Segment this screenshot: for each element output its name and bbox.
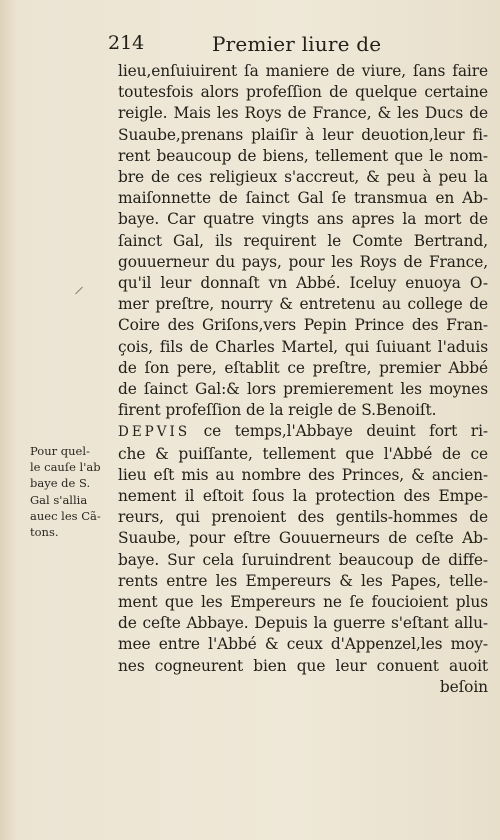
drop-word: DEPVIS [118,424,191,441]
text-line: qu'il leur donnaſt vn Abbé. Iceluy enuoya O- [118,274,488,293]
text-line: baye. Sur cela ſuruindrent beaucoup de diffe- [118,550,488,569]
text-line: mer preſtre, nourry & entretenu au college de [118,295,488,314]
text-line: baye. Car quatre vingts ans apres la mort de [118,210,488,229]
catchword: beſoin [439,677,488,696]
text-line: lieu eſt mis au nombre des Princes, & ancien- [118,465,488,484]
text-line: de ceſte Abbaye. Depuis la guerre s'eſtant allu- [118,614,488,633]
text-line: maiſonnette de ſainct Gal ſe transmua en Ab- [118,189,488,208]
opening-line-rest: ce temps,l'Abbaye deuint fort ri- [190,422,488,441]
running-title: Premier liure de [212,32,382,56]
page-header [108,32,488,58]
text-line: rents entre les Empereurs & les Papes, telle- [118,571,488,590]
text-line: de ſon pere, eſtablit ce preſtre, premier Abbé [118,358,488,377]
text-line: rent beaucoup de biens, tellement que le nom- [118,146,488,165]
text-line: che & puiſſante, tellement que l'Abbé de ce [118,444,488,463]
text-line: çois, fils de Charles Martel, qui ſuiuant l'aduis [118,337,488,356]
text-line: gouuerneur du pays, pour les Roys de France, [118,252,488,271]
text-line: firent profeſſion de la reigle de S.Benoiſt. [118,401,437,420]
text-line: lieu,enſuiuirent ſa maniere de viure, ſans faire [118,62,488,80]
margin-note-line: Gal s'allia [30,492,88,507]
text-line: ment que les Empereurs ne ſe foucioient plus [118,593,488,612]
text-line: reurs, qui prenoient des gentils-hommes de [118,508,488,527]
margin-note-line: tons. [30,525,59,540]
text-line: ſainct Gal, ils requirent le Comte Bertrand, [118,231,488,250]
text-line: toutesfois alors profeſſion de quelque certaine [118,83,488,102]
text-line: reigle. Mais les Roys de France, & les Ducs de [118,104,488,123]
paragraph-opening-line [118,421,488,443]
margin-pen-mark [75,287,83,295]
margin-note-line: auec les Cã- [30,508,101,523]
body-text [118,61,488,698]
text-line: bre de ces religieux s'accreut, & peu à peu la [118,168,488,187]
text-line: Coire des Griſons,vers Pepin Prince des Fran- [118,316,488,335]
text-line: Suaube,prenans plaiſir à leur deuotion,leur fi- [118,125,488,144]
text-line: Suaube, pour eſtre Gouuerneurs de ceſte Ab- [118,529,488,548]
text-line: nement il eſtoit ſous la protection des Empe- [118,487,488,506]
margin-note-line: le cauſe l'ab [30,460,101,475]
marginal-note [30,443,108,540]
text-line: mee entre l'Abbé & ceux d'Appenzel,les moy- [118,635,488,654]
text-line: de ſainct Gal:& lors premierement les moynes [118,380,488,399]
margin-note-line: baye de S. [30,476,91,491]
margin-note-line: Pour quel- [30,444,90,458]
text-line: nes cogneurent bien que leur conuent auoit [118,656,488,675]
folio-number: 214 [108,32,145,54]
